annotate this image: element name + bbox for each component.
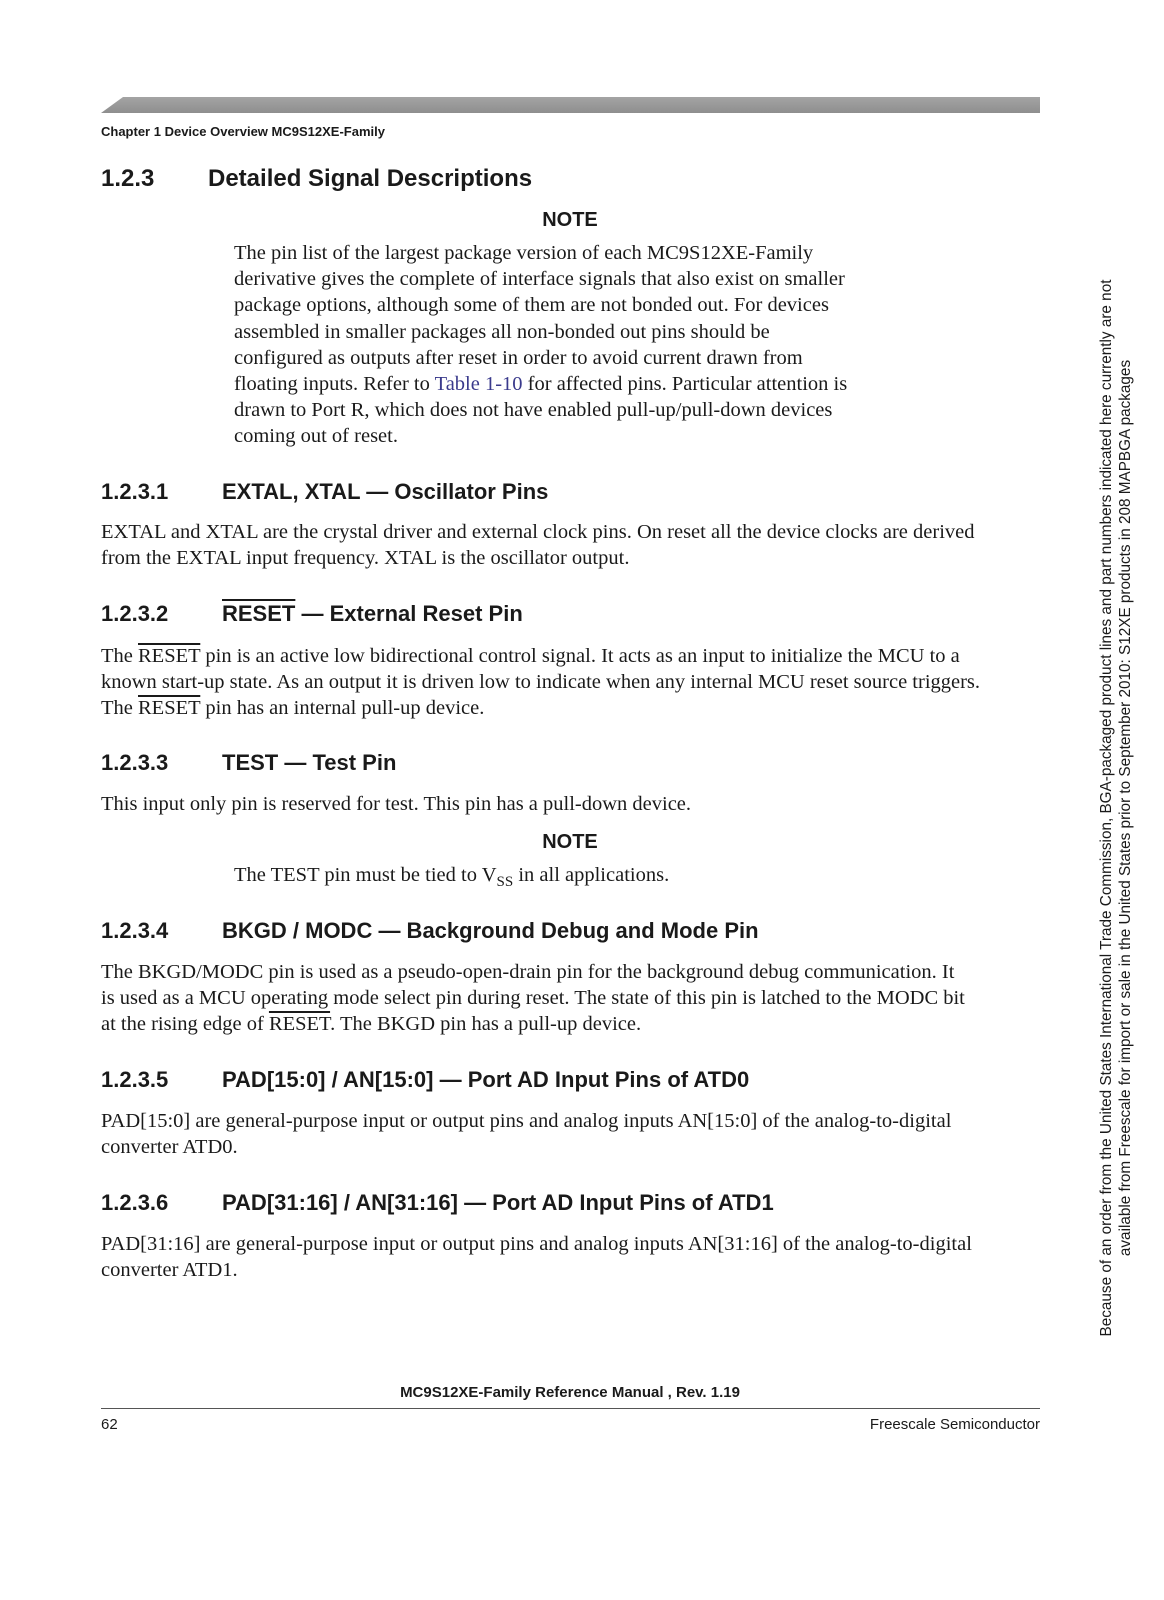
text: at the rising edge of <box>101 1013 269 1035</box>
para-line: converter ATD0. <box>101 1136 238 1158</box>
para-line <box>101 1011 1043 1037</box>
subsection-number: 1.2.3.5 <box>101 1067 169 1092</box>
note-text: floating inputs. Refer to <box>234 373 435 396</box>
para-line: is used as a MCU operating mode select pin during reset. The state of this pin is latched to the MODC bit <box>101 987 965 1009</box>
footer-manual-title: MC9S12XE-Family Reference Manual , Rev. 1.19 <box>400 1384 740 1401</box>
note-text: in all applications. <box>513 864 670 886</box>
footer-rule <box>101 1408 1040 1409</box>
para-line <box>101 695 1043 721</box>
text: The <box>101 645 138 667</box>
para-line: from the EXTAL input frequency. XTAL is the oscillator output. <box>101 547 630 569</box>
text: pin has an internal pull-up device. <box>200 697 485 719</box>
note-label: NOTE <box>542 209 598 231</box>
section-number: 1.2.3 <box>101 165 155 192</box>
side-notice-line: Because of an order from the United States International Trade Commission, BGA-packaged product lines and part numbers indicated here currently are not <box>1098 279 1115 1337</box>
subsection-heading <box>101 601 523 627</box>
subsection-heading <box>101 1067 749 1093</box>
note-line: coming out of reset. <box>234 425 398 448</box>
subsection-title: — External Reset Pin <box>295 601 523 626</box>
para-line: PAD[15:0] are general-purpose input or output pins and analog inputs AN[15:0] of the analog-to-digital <box>101 1110 952 1132</box>
subsection-title: PAD[31:16] / AN[31:16] — Port AD Input Pins of ATD1 <box>222 1190 774 1215</box>
subsection-title: PAD[15:0] / AN[15:0] — Port AD Input Pins of ATD0 <box>222 1067 750 1092</box>
para-line: known start-up state. As an output it is driven low to indicate when any internal MCU reset source triggers. <box>101 671 981 693</box>
reset-signal: RESET <box>268 1013 331 1035</box>
note-line: The pin list of the largest package version of each MC9S12XE-Family <box>234 242 814 264</box>
paragraph <box>101 643 1043 721</box>
reset-signal: RESET <box>222 601 296 626</box>
subsection-title: EXTAL, XTAL — Oscillator Pins <box>222 479 549 504</box>
para-line: EXTAL and XTAL are the crystal driver and external clock pins. On reset all the device clocks are derived <box>101 521 975 543</box>
side-notice-line: available from Freescale for import or sale in the United States prior to September 2010: S12XE products in 208 MAPBGA packages <box>1117 359 1134 1257</box>
text: The <box>101 697 138 719</box>
paragraph <box>101 1231 1043 1283</box>
note-body <box>234 862 914 888</box>
subsection-heading <box>101 1190 774 1216</box>
subsection-number: 1.2.3.1 <box>101 479 169 504</box>
subsection-number: 1.2.3.4 <box>101 918 169 943</box>
note-line: assembled in smaller packages all non-bonded out pins should be <box>234 320 770 343</box>
note-body <box>234 240 914 450</box>
note-line: drawn to Port R, which does not have enabled pull-up/pull-down devices <box>234 399 833 422</box>
side-notice <box>1097 228 1135 1388</box>
note-line: configured as outputs after reset in order to avoid current drawn from <box>234 346 803 369</box>
reset-signal: RESET <box>138 697 201 719</box>
note-text: for affected pins. Particular attention is <box>522 373 848 396</box>
subsection-heading <box>101 750 396 776</box>
subsection-heading <box>101 479 548 505</box>
paragraph <box>101 791 1043 817</box>
para-line: converter ATD1. <box>101 1259 238 1281</box>
header-bar <box>101 97 1040 113</box>
note-line: package options, although some of them are not bonded out. For devices <box>234 294 829 317</box>
note-text: The TEST pin must be tied to V <box>234 864 497 886</box>
paragraph <box>101 959 1043 1037</box>
para-line: This input only pin is reserved for test. This pin has a pull-down device. <box>101 793 692 815</box>
text: . The BKGD pin has a pull-up device. <box>330 1013 642 1035</box>
note-line: derivative gives the complete of interface signals that also exist on smaller <box>234 268 845 291</box>
para-line: PAD[31:16] are general-purpose input or output pins and analog inputs AN[31:16] of the analog-to-digital <box>101 1233 972 1255</box>
subsection-title: TEST — Test Pin <box>222 750 397 775</box>
section-title: Detailed Signal Descriptions <box>208 165 533 192</box>
subsection-number: 1.2.3.2 <box>101 601 169 626</box>
section-heading <box>101 165 532 193</box>
subsection-title: BKGD / MODC — Background Debug and Mode Pin <box>222 918 759 943</box>
paragraph <box>101 519 1043 571</box>
paragraph <box>101 1108 1043 1160</box>
table-link[interactable]: Table 1-10 <box>434 373 523 396</box>
page-number: 62 <box>101 1416 118 1433</box>
subsection-heading <box>101 918 759 944</box>
note-line <box>234 371 914 397</box>
subscript: SS <box>496 874 514 890</box>
subsection-number: 1.2.3.3 <box>101 750 169 775</box>
footer-company: Freescale Semiconductor <box>869 1416 1040 1433</box>
text: pin is an active low bidirectional control signal. It acts as an input to initialize the MCU to a <box>200 645 960 667</box>
running-header: Chapter 1 Device Overview MC9S12XE-Family <box>101 124 385 139</box>
reset-signal: RESET <box>138 645 201 667</box>
para-line <box>101 643 1043 669</box>
subsection-number: 1.2.3.6 <box>101 1190 169 1215</box>
note-label: NOTE <box>542 831 598 853</box>
para-line: The BKGD/MODC pin is used as a pseudo-open-drain pin for the background debug communication. It <box>101 961 955 983</box>
